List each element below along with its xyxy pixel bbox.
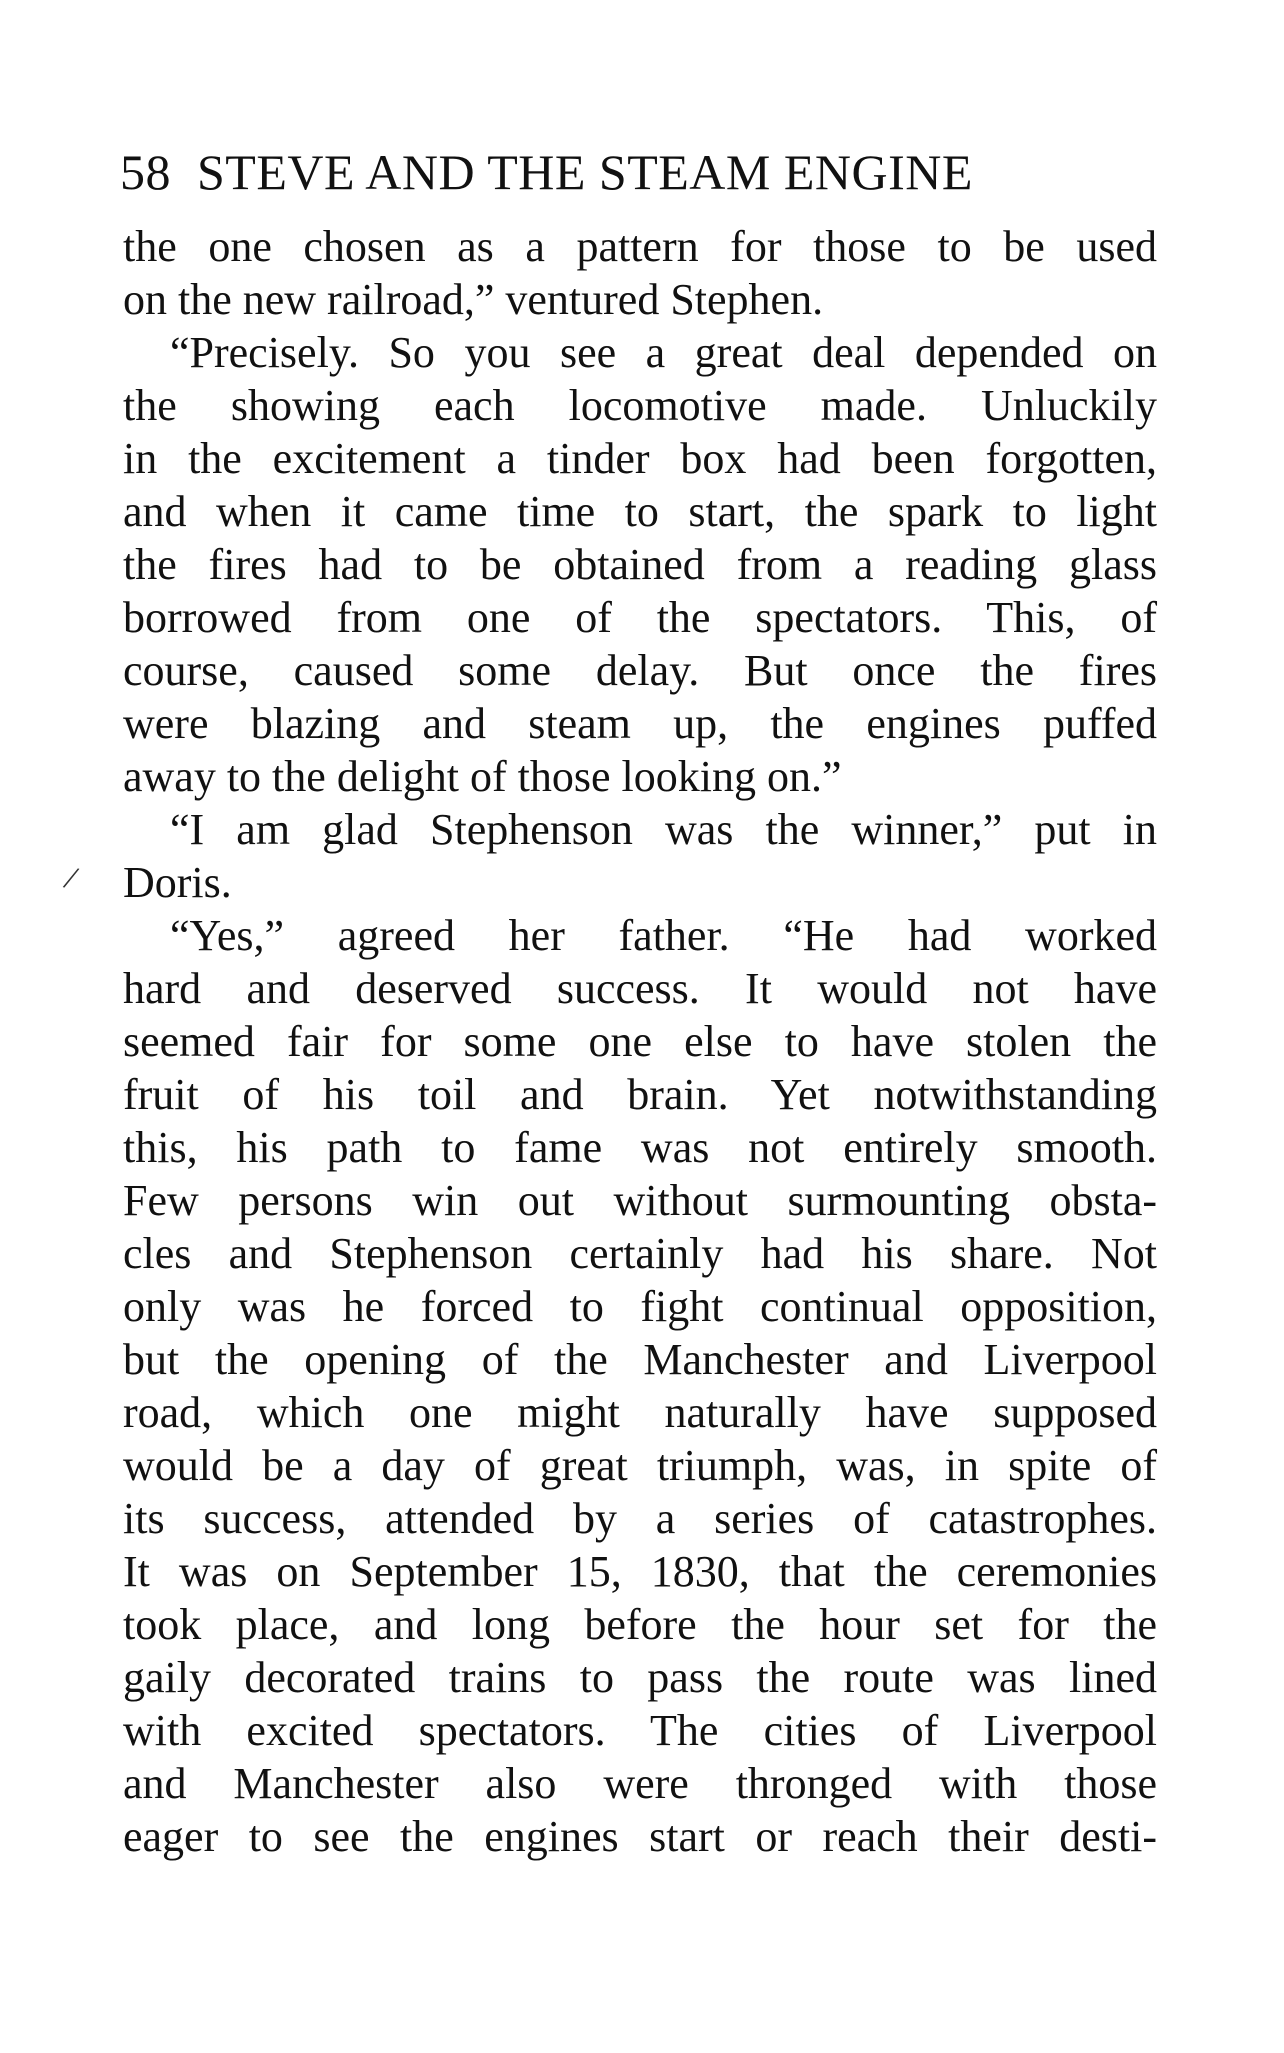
text-line: It was on September 15, 1830, that the ceremonies (123, 1547, 1157, 1596)
text-line: road, which one might naturally have supposed (123, 1388, 1157, 1437)
text-line: the fires had to be obtained from a reading glass (123, 540, 1157, 589)
text-line: “I am glad Stephenson was the winner,” put in (170, 805, 1157, 854)
text-line: were blazing and steam up, the engines puffed (123, 699, 1157, 748)
text-line: the one chosen as a pattern for those to be used (123, 222, 1157, 271)
text-line: eager to see the engines start or reach their desti- (123, 1812, 1157, 1861)
page-number: 58 (120, 144, 171, 200)
text-line: gaily decorated trains to pass the route was lined (123, 1653, 1157, 1702)
text-line: would be a day of great triumph, was, in spite of (123, 1441, 1157, 1490)
text-line: in the excitement a tinder box had been forgotten, (123, 434, 1157, 483)
text-line: and when it came time to start, the spark to light (123, 487, 1157, 536)
text-line: and Manchester also were thronged with those (123, 1759, 1157, 1808)
text-line: cles and Stephenson certainly had his share. Not (123, 1229, 1157, 1278)
text-line: but the opening of the Manchester and Liverpool (123, 1335, 1157, 1384)
text-line: with excited spectators. The cities of Liverpool (123, 1706, 1157, 1755)
running-head (120, 142, 1120, 202)
text-line: on the new railroad,” ventured Stephen. (123, 275, 824, 324)
text-line: took place, and long before the hour set for the (123, 1600, 1157, 1649)
text-line: “Precisely. So you see a great deal depended on (170, 328, 1157, 377)
text-line: away to the delight of those looking on.” (123, 752, 842, 801)
text-line: “Yes,” agreed her father. “He had worked (170, 911, 1157, 960)
text-line: seemed fair for some one else to have stolen the (123, 1017, 1157, 1066)
text-line: the showing each locomotive made. Unluckily (123, 381, 1157, 430)
text-line: course, caused some delay. But once the fires (123, 646, 1157, 695)
text-line: this, his path to fame was not entirely smooth. (123, 1123, 1157, 1172)
body-text (123, 220, 1157, 1863)
text-line: only was he forced to fight continual opposition, (123, 1282, 1157, 1331)
margin-pencil-mark: / (60, 859, 82, 898)
text-line: hard and deserved success. It would not have (123, 964, 1157, 1013)
text-line: fruit of his toil and brain. Yet notwithstanding (123, 1070, 1157, 1119)
text-line: borrowed from one of the spectators. This, of (123, 593, 1157, 642)
text-line: Few persons win out without surmounting obsta- (123, 1176, 1157, 1225)
running-title: STEVE AND THE STEAM ENGINE (197, 144, 973, 200)
text-line: its success, attended by a series of catastrophes. (123, 1494, 1157, 1543)
text-line: Doris. (123, 858, 232, 907)
